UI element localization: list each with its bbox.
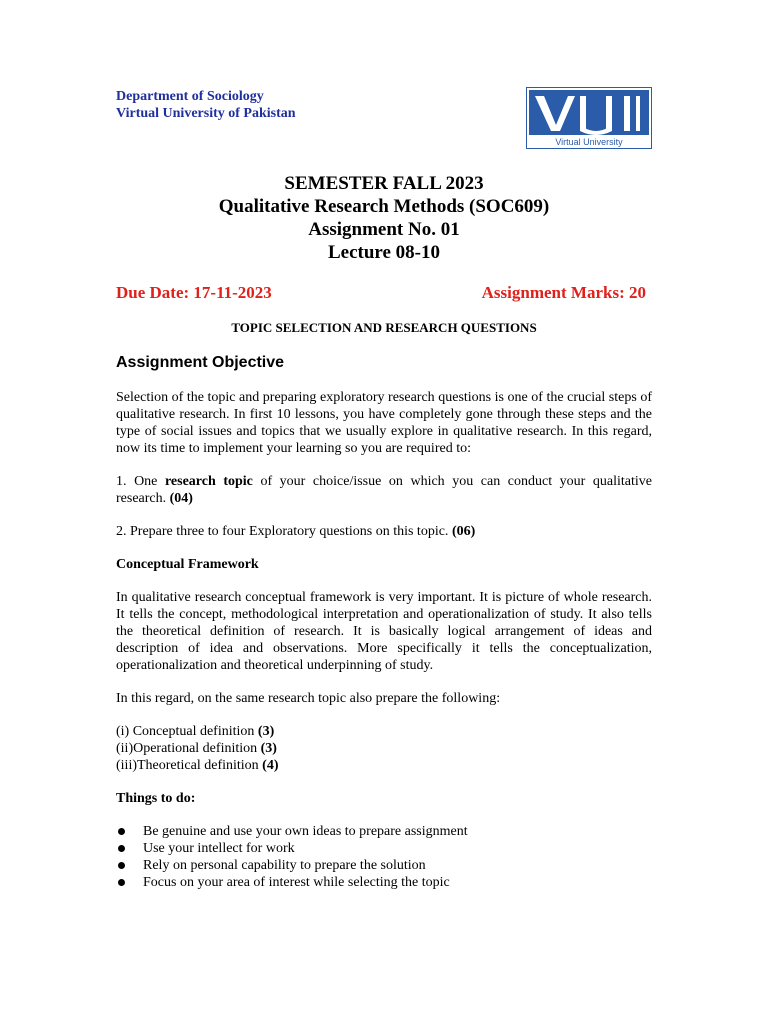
due-marks-row [116,283,652,305]
list-item: Use your intellect for work [116,840,652,857]
framework-intro: In this regard, on the same research topic also prepare the following: [116,691,501,706]
task-item-2: 2. Prepare three to four Exploratory questions on this topic. (06) [116,524,476,539]
topic-heading: TOPIC SELECTION AND RESEARCH QUESTIONS [231,320,537,335]
assignment-marks: Assignment Marks: 20 [481,283,646,302]
university-name: Virtual University of Pakistan [116,106,296,121]
list-item: Be genuine and use your own ideas to prepare assignment [116,823,652,840]
todo-heading: Things to do: [116,791,196,806]
definitions-list [116,723,652,774]
semester-title: SEMESTER FALL 2023 [284,173,484,194]
objective-heading: Assignment Objective [116,354,285,371]
department-block [116,88,296,122]
title-block [0,172,768,264]
bullet-icon [118,862,125,869]
list-item: Rely on personal capability to prepare the solution [116,857,652,874]
task-1-marks: (04) [169,491,193,506]
research-topic-emphasis: research topic [164,474,253,489]
course-title: Qualitative Research Methods (SOC609) [218,196,550,217]
assignment-number: Assignment No. 01 [308,219,460,240]
task-2-marks: (06) [451,524,476,539]
todo-list [116,823,652,891]
bullet-icon [118,879,125,886]
due-date: Due Date: 17-11-2023 [116,283,272,302]
definition-item: (iii)Theoretical definition (4) [116,758,279,773]
framework-heading: Conceptual Framework [116,557,259,572]
department-name: Department of Sociology [116,89,264,104]
main-content [116,352,652,891]
logo-caption: Virtual University [555,137,623,147]
lecture-range: Lecture 08-10 [327,242,441,263]
bullet-icon [118,845,125,852]
definition-item: (i) Conceptual definition (3) [116,724,275,739]
framework-paragraph: In qualitative research conceptual framework is very important. It is picture of whole research. It tells the concept, methodological interpretation and operationalization of study. It also tells the theoretical definition of research. It is basically logical arrangement of ideas and description of idea and observations. More specifically it tells the conceptualization, operationalization and theoretical underpinning of study. [116,590,652,673]
definition-item: (ii)Operational definition (3) [116,741,277,756]
list-item: Focus on your area of interest while selecting the topic [116,874,652,891]
task-item-1: 1. One research topic of your choice/issue on which you can conduct your qualitative research. (04) [116,474,652,506]
objective-paragraph: Selection of the topic and preparing exploratory research questions is one of the crucial steps of qualitative research. In first 10 lessons, you have completely gone through these steps and the type of social issues and topics that we usually explore in qualitative research. In this regard, now its time to implement your learning so you are required to: [116,390,652,456]
bullet-icon [118,828,125,835]
vu-logo [526,87,652,149]
